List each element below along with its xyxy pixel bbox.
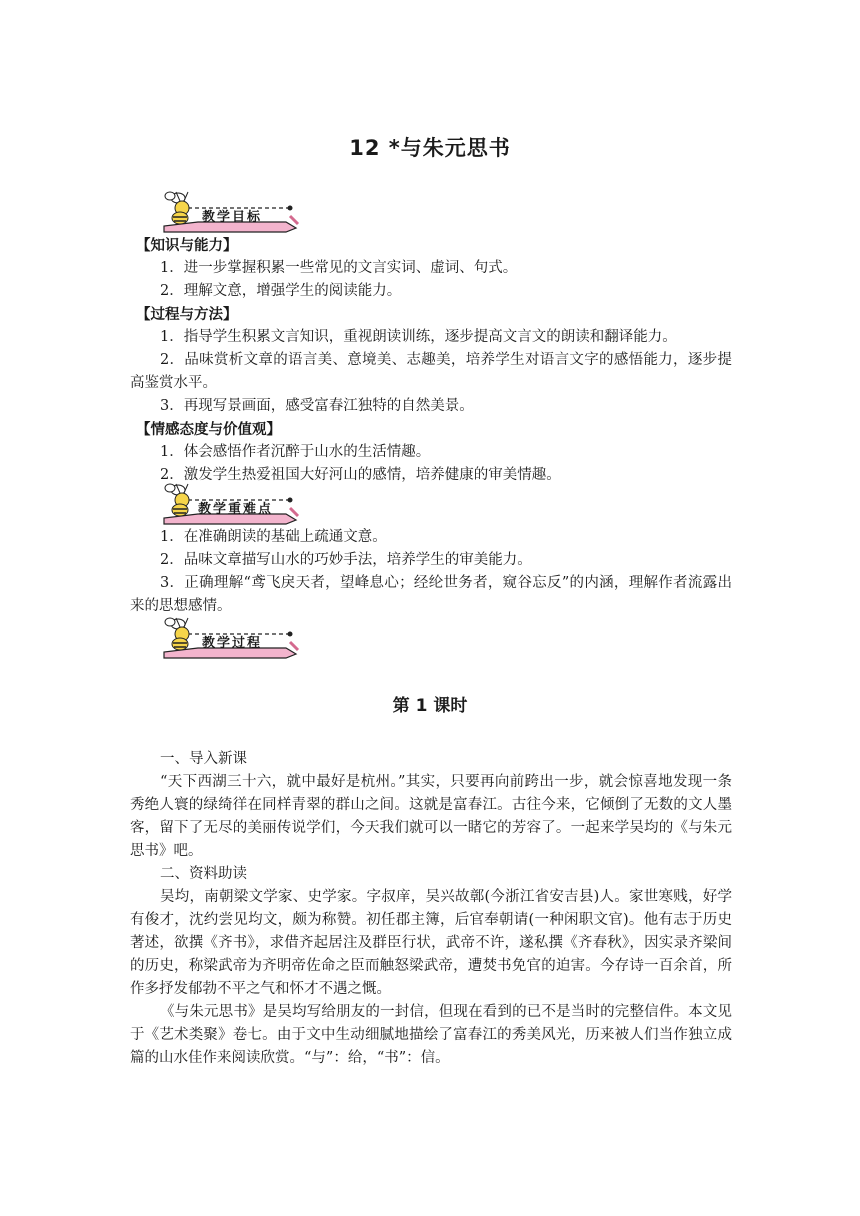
badge-label: 教学目标: [202, 210, 263, 225]
badge-label: 教学重难点: [198, 502, 274, 517]
intro-paragraph: “天下西湖三十六，就中最好是杭州。”其实，只要再向前跨出一步，就会惊喜地发现一条秀绝人寰的绿绮徉在同样青翠的群山之间。这就是富春江。古往今来，它倾倒了无数的文人墨客，留下了无尽的美丽传说学们，今天我们就可以一睹它的芳容了。一起来学吴均的《与朱元思书》吧。: [130, 774, 732, 859]
list-item: 1．在准确朗读的基础上疏通文意。: [160, 529, 387, 545]
key-points-section: [130, 526, 732, 618]
list-item: 2．理解文意，增强学生的阅读能力。: [160, 283, 402, 299]
material-paragraph: 《与朱元思书》是吴均写给朋友的一封信，但现在看到的已不是当时的完整信件。本文见于《艺术类聚》卷七。由于文中生动细腻地描绘了富春江的秀美风光，历来被人们当作独立成篇的山水佳作来阅读欣赏。“与”：给，“书”：信。: [130, 1004, 732, 1066]
method-heading: 【过程与方法】: [136, 306, 238, 323]
material-paragraph: 吴均，南朝梁文学家、史学家。字叔庠，吴兴故鄣(今浙江省安吉县)人。家世寒贱，好学有俊才，沈约尝见均文，颇为称赞。初任郡主簿，后官奉朝请(一种闲职文官)。他有志于历史著述，欲撰《齐书》，求借齐起居注及群臣行状，武帝不许，遂私撰《齐春秋》，因实录齐梁间的历史，称梁武帝为齐明帝佐命之臣而触怒梁武帝，遭焚书免官的迫害。今存诗一百余首，所作多抒发郁勃不平之气和怀才不遇之慨。: [130, 889, 732, 997]
list-item: 3．正确理解“鸢飞戾天者，望峰息心；经纶世务者，窥谷忘反”的内涵，理解作者流露出来的思想感情。: [130, 575, 732, 614]
section-badge-goals: [158, 188, 308, 236]
list-item: 1．体会感悟作者沉醉于山水的生活情趣。: [160, 444, 431, 460]
list-item: 2．品味赏析文章的语言美、意境美、志趣美，培养学生对语言文字的感悟能力，逐步提高鉴赏水平。: [130, 352, 732, 391]
goals-section: [130, 234, 732, 487]
list-item: 1．指导学生积累文言知识，重视朗读训练，逐步提高文言文的朗读和翻译能力。: [160, 329, 677, 345]
list-item: 2．激发学生热爱祖国大好河山的感情，培养健康的审美情趣。: [160, 467, 561, 483]
emotion-heading: 【情感态度与价值观】: [136, 421, 281, 438]
intro-heading: 一、导入新课: [160, 751, 247, 767]
list-item: 2．品味文章描写山水的巧妙手法，培养学生的审美能力。: [160, 552, 532, 568]
page-title: 12 *与朱元思书: [349, 136, 511, 160]
badge-label: 教学过程: [202, 636, 263, 651]
list-item: 1．进一步掌握积累一些常见的文言实词、虚词、句式。: [160, 260, 518, 276]
material-heading: 二、资料助读: [160, 866, 247, 882]
process-section: [130, 748, 732, 1070]
section-badge-key-points: [158, 480, 308, 528]
list-item: 3．再现写景画面，感受富春江独特的自然美景。: [160, 398, 474, 414]
knowledge-heading: 【知识与能力】: [136, 237, 238, 254]
section-badge-process: [158, 614, 308, 662]
lesson-title: 第 1 课时: [392, 696, 468, 716]
